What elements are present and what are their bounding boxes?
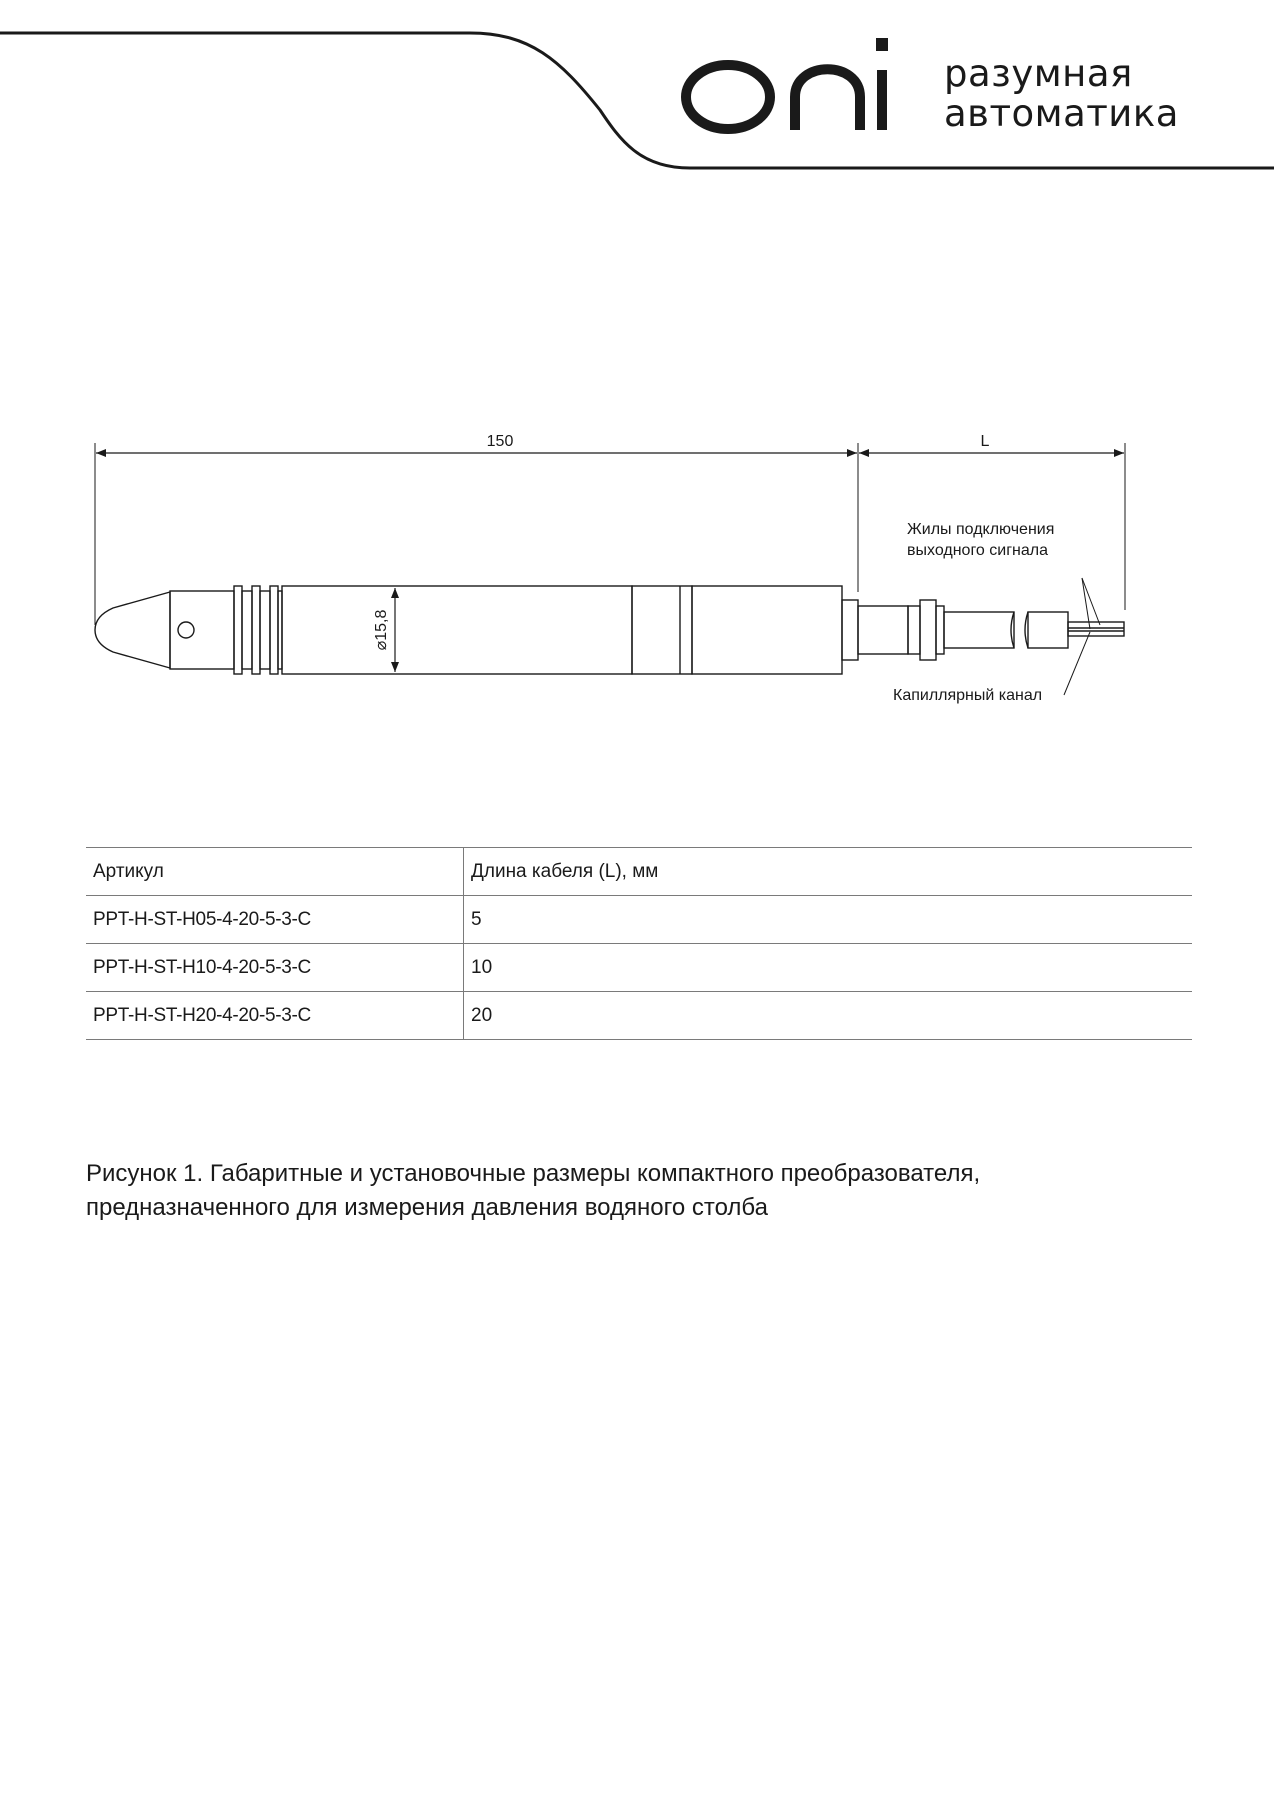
tagline-line1: разумная (944, 52, 1133, 95)
table-cell-article: PPT-H-ST-H20-4-20-5-3-C (86, 992, 464, 1040)
label-wires-line2: выходного сигнала (907, 542, 1049, 559)
dimension-cable-label: L (980, 433, 990, 450)
table-header-cell: Артикул (86, 848, 464, 896)
logo-tagline (944, 54, 1179, 134)
label-capillary: Капиллярный канал (893, 687, 1043, 704)
caption-line1: Рисунок 1. Габаритные и установочные размеры компактного преобразователя, (86, 1160, 981, 1187)
sensor-body (95, 586, 1124, 674)
sensor-drawing (0, 400, 1280, 730)
table-row (86, 896, 1192, 944)
table-header-cell: Длина кабеля (L), мм (464, 848, 1193, 896)
spec-table (86, 847, 1192, 1040)
caption-line2: предназначенного для измерения давления водяного столба (86, 1194, 768, 1221)
table-cell-article: PPT-H-ST-H05-4-20-5-3-C (86, 896, 464, 944)
label-wires-line1: Жилы подключения (907, 521, 1055, 538)
figure-caption (86, 1157, 1206, 1225)
oni-logo (686, 38, 888, 130)
table-row (86, 992, 1192, 1040)
table-row (86, 944, 1192, 992)
table-cell-length: 20 (464, 992, 1193, 1040)
dimension-length-label: 150 (486, 433, 514, 450)
table-cell-article: PPT-H-ST-H10-4-20-5-3-C (86, 944, 464, 992)
table-cell-length: 5 (464, 896, 1193, 944)
table-header-row (86, 848, 1192, 896)
dimension-diameter-label: ⌀15,8 (373, 609, 390, 651)
tagline-line2: автоматика (944, 92, 1179, 135)
table-cell-length: 10 (464, 944, 1193, 992)
